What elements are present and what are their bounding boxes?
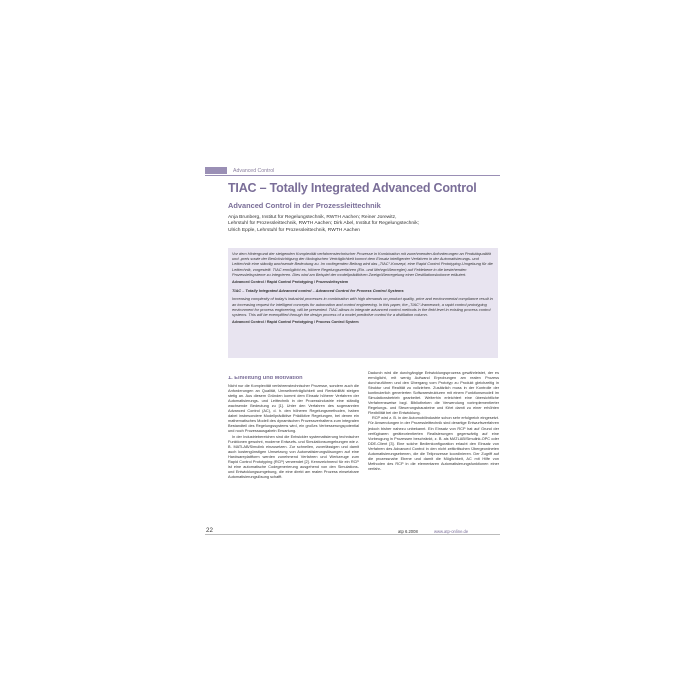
journal-issue: atp 6.2008	[398, 529, 418, 534]
page-number: 22	[206, 527, 213, 534]
article-title: TIAC – Totally Integrated Advanced Control	[228, 181, 477, 195]
article-subtitle: Advanced Control in der Prozessleittechnik	[228, 201, 381, 210]
author-line: Ulrich Epple, Lehrstuhl für Prozessleittechnik, RWTH Aachen	[228, 227, 361, 233]
body-paragraph: In der Industriebereichen sind die Entwickler systematisierung technischer Funktionen gewohnt, moderne Entwurfs- und Simulationsumgebungen wie z. B. MATLAB/Simulink einzusetzen. Zur schnellen, zuverlässigen und damit auch kostengünstigen Umsetzung von Automatisierungslösungen auf eine Hardwareplattform werden zunehmend Verfahren und Werkzeuge zum Rapid Control Prototyping (RCP) verwendet [2]. Kennzeichnend für ein RCP ist eine automatische Codegenerierung ausgehend von den Simulations- und Entwicklungsumgebung, die eine direkt am realen Prozess einsetzbare Automatisierungslösung schafft.	[228, 434, 359, 479]
abstract-english-title: TIAC – Totally Integrated Advanced control – Advanced Control for Process Control Systems	[232, 288, 404, 294]
author-line: Anja Brunberg, Institut für Regelungstechnik, RWTH Aachen; Reiner Jorewitz,	[228, 215, 397, 220]
section-label: Advanced Control	[233, 167, 275, 174]
abstract-english-keywords: Advanced Control / Rapid Control Prototyping / Process Control System	[232, 320, 359, 325]
body-column-right	[368, 371, 499, 532]
abstract-box	[228, 248, 498, 358]
footer-divider	[205, 534, 500, 535]
section-bar	[205, 167, 227, 174]
abstract-german: Vor dem Hintergrund der steigenden Komplexität verfahrenstechnischer Prozesse in Kombination mit zunehmenden Anforderungen an Produktqualität und -preis sowie der Berücksichtigung der ökologischen Verträglichkeit kommt dem Einsatz intelligenter Verfahren in der Automatisierungs- und Leittechnik eine ständig wachsende Bedeutung zu. Im vorliegenden Beitrag wird das „TIAC“-Konzept, eine Rapid Control Prototyping-Umgebung für die Leittechnik, vorgestellt. TIAC ermöglicht es, höhere Regelungsverfahren (Ein- und Mehrgrößenregler) auf Feldebene in die bestehenden Prozessleitsysteme zu integrieren. Dies wird am Beispiel der modellprädiktiven Zweigrößenregelung einer Destillationskolonne erläutert.	[232, 251, 493, 277]
abstract-german-keywords: Advanced Control / Rapid Control Prototyping / Prozessleitsystem	[232, 280, 349, 285]
author-list	[228, 215, 498, 234]
section-heading: 1. Einleitung und Motivation	[228, 376, 303, 381]
body-paragraph: Dadurch wird die durchgängige Entwicklungsprozess gewährleistet, der es ermöglicht, mit wenig Aufwand Erprobungen am realen Prozess durchzuführen und den Übergang vom Prototyp zu Produkt gleichzeitig in Struktur und Realität zu vollziehen. Zusätzlich muss in der Kontrolle der kontinuierlich generierten Softwarestrukturen mit einem Funktionsmodell im Simulationsbetrieb gearbeitet. Weiterhin erleichtert eine übersichtliche Verfahrensweise bzgl. Bibliotheken die Verwendung vorimplementierter Regelungs- und Steuerungsbausteine und führt damit zu einer erhöhten Flexibilität bei der Entwicklung.	[368, 371, 499, 416]
section-divider	[205, 175, 500, 176]
body-paragraph: RCP wird z. B. in der Automobilindustrie schon sehr erfolgreich eingesetzt. Für Anwendungen in der Prozessleittechnik sind derartige Entwurfsverfahren jedoch bisher nahezu unbekannt. Ein Einsatz von RCP hat auf Grund der verfügbaren geräteorientierten Realisierungen gegenwärtig auf eine Vorbeugung in Prozessen beschränkt, z. B. als MATLAB/Simulink-OPC oder DDE-Client [3]. Eine solche Bedienkonfiguration erlaubt den Einsatz von Verfahren des Advanced Control in den nicht zeitkritischen Übergeordneten Automatisierungsebenen, die die Teilprozesse koordinieren. Der Zugriff auf die prozessnahe Ebene und damit die Möglichkeit, AC mit Hilfe von Methoden des RCP in die elementaren Automatisierungsfunktionen einer verfahr-	[368, 416, 499, 471]
journal-url-link[interactable]: www.atp-online.de	[434, 529, 469, 534]
body-column-left	[228, 376, 359, 532]
abstract-english: Increasing complexity of today's industrial processes in combination with high demands on product quality, price and environmental compliance result in an increasing request for intelligent concepts for automation and control engineering. In this paper, the „TIAC“-framework, a rapid control prototyping environment for process engineering, will be presented. TIAC allows to integrate advanced control methods in the field level in existing process control systems. This will be exemplified through the design process of a model predictive control for a distillation column.	[232, 296, 493, 318]
section-tag	[205, 167, 274, 174]
author-line: Lehrstuhl für Prozessleittechnik, RWTH Aachen; Dirk Abel, Institut für Regelungstechnik;	[228, 221, 420, 227]
body-paragraph: Nicht nur die Komplexität verfahrenstechnischer Prozesse, sondern auch die Anforderungen an Qualität, Umweltverträglichkeit und Rentabilität steigen stetig an. Aus diesem Gründen kommt dem Einsatz höherer Verfahren der Automatisierungs- und Leittechnik in der Prozessindustrie eine ständig wachsende Bedeutung zu [1]. Unter den Verfahren des sogenannten Advanced Control (AC), d. h. den höheren Regelungsmethoden, haben dabei insbesondere Modellprädiktive Prädiktive Regelungen, bei denen ein mathematisches Modell des dynamischen Prozessverhaltens zum integralen Bestandteil des Regelungssystems wird, ein großes Verbesserungspotential und noch Prozessausgabeln Erwartung.	[228, 384, 359, 434]
